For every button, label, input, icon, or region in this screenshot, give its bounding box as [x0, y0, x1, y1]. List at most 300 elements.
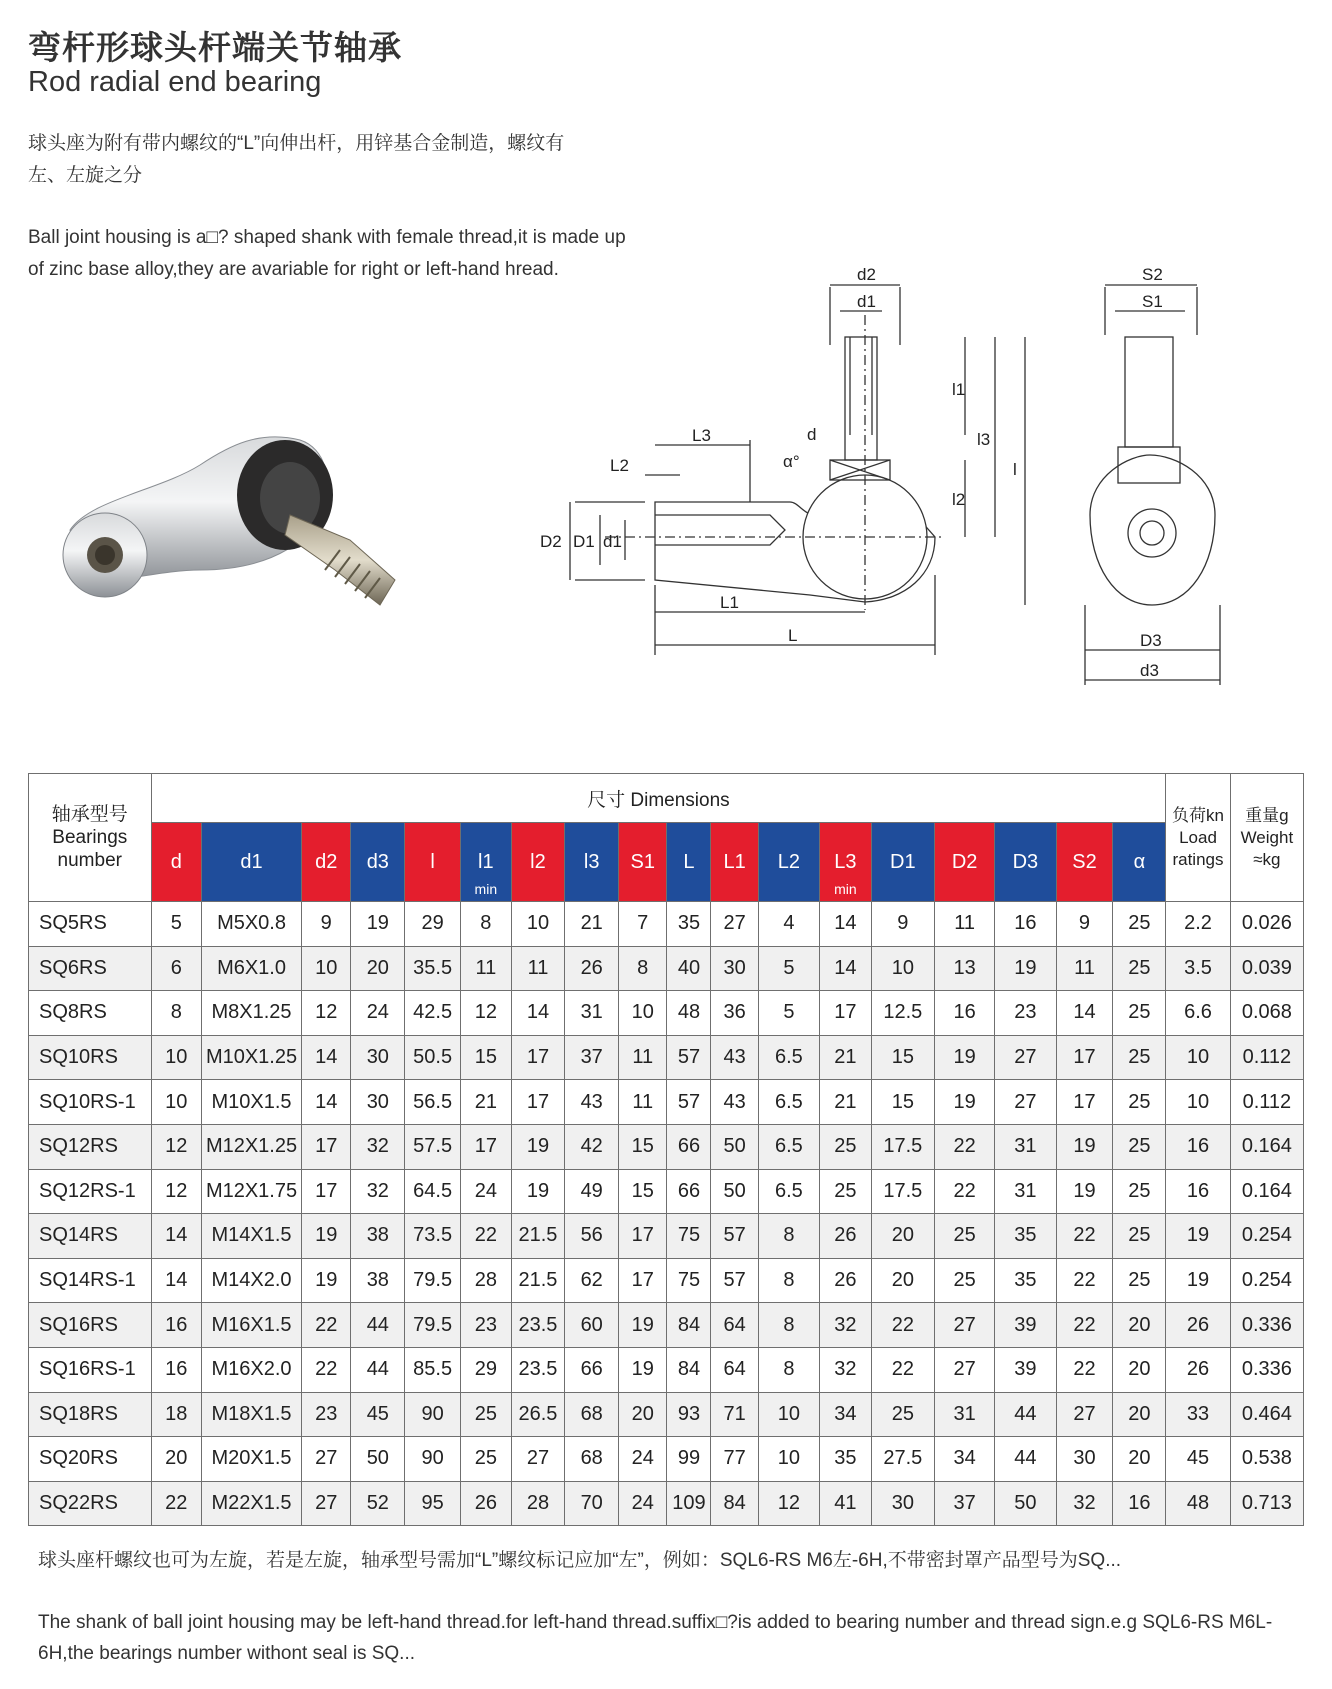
table-cell: 22: [1056, 1303, 1113, 1348]
bearing-number-cell: SQ14RS: [29, 1214, 152, 1259]
bearing-number-cell: SQ6RS: [29, 946, 152, 991]
table-cell: 15: [871, 1080, 934, 1125]
table-cell: M12X1.25: [202, 1124, 302, 1169]
table-cell: 22: [1056, 1214, 1113, 1259]
table-cell: 0.336: [1230, 1347, 1303, 1392]
table-cell: 31: [995, 1124, 1056, 1169]
table-cell: 24: [619, 1481, 667, 1526]
table-cell: M12X1.75: [202, 1169, 302, 1214]
column-header-17: α: [1113, 823, 1166, 902]
table-cell: 3.5: [1166, 946, 1230, 991]
table-cell: 8: [619, 946, 667, 991]
table-cell: 48: [1166, 1481, 1230, 1526]
table-cell: 17: [820, 991, 872, 1036]
table-cell: M20X1.5: [202, 1437, 302, 1482]
table-cell: 12: [758, 1481, 819, 1526]
table-cell: 31: [935, 1392, 995, 1437]
table-cell: 20: [1113, 1303, 1166, 1348]
table-cell: 21: [461, 1080, 512, 1125]
table-cell: 5: [758, 991, 819, 1036]
table-cell: 11: [1056, 946, 1113, 991]
table-cell: 27.5: [871, 1437, 934, 1482]
technical-diagram: [540, 265, 1320, 755]
table-cell: 66: [667, 1169, 711, 1214]
table-cell: 19: [302, 1258, 351, 1303]
table-cell: 24: [619, 1437, 667, 1482]
table-cell: 6: [151, 946, 202, 991]
table-cell: 17: [511, 1080, 565, 1125]
table-cell: 37: [565, 1035, 619, 1080]
table-row: [29, 1035, 1304, 1080]
bearing-number-cell: SQ22RS: [29, 1481, 152, 1526]
column-header-2: d2: [302, 823, 351, 902]
table-cell: 43: [711, 1035, 758, 1080]
table-cell: 19: [935, 1035, 995, 1080]
table-cell: 19: [302, 1214, 351, 1259]
table-cell: 14: [302, 1035, 351, 1080]
table-cell: 25: [1113, 1169, 1166, 1214]
table-cell: 20: [351, 946, 405, 991]
table-cell: 10: [151, 1035, 202, 1080]
table-cell: 25: [1113, 1214, 1166, 1259]
note-en: The shank of ball joint housing may be left-hand thread.for left-hand thread.suffix□?is added to bearing number and thread sign.e.g SQL6-RS M6L-6H,the bearings number withont seal is SQ...: [38, 1612, 1273, 1664]
table-cell: 21.5: [511, 1214, 565, 1259]
table-cell: 25: [935, 1214, 995, 1259]
table-cell: 26: [1166, 1303, 1230, 1348]
table-cell: 44: [995, 1437, 1056, 1482]
table-cell: 15: [619, 1169, 667, 1214]
load-ratings-header: 负荷kn Load ratings: [1166, 774, 1230, 902]
table-row: [29, 1437, 1304, 1482]
description-cn: 球头座为附有带内螺纹的“L”向伸出杆，用锌基合金制造，螺纹有左、左旋之分: [28, 133, 565, 186]
bearing-number-cell: SQ10RS: [29, 1035, 152, 1080]
table-cell: 84: [711, 1481, 758, 1526]
table-cell: 38: [351, 1214, 405, 1259]
table-cell: 37: [935, 1481, 995, 1526]
table-cell: 66: [565, 1347, 619, 1392]
table-cell: 49: [565, 1169, 619, 1214]
table-cell: 93: [667, 1392, 711, 1437]
table-cell: 62: [565, 1258, 619, 1303]
table-cell: 19: [1166, 1214, 1230, 1259]
table-cell: 17: [511, 1035, 565, 1080]
table-cell: 38: [351, 1258, 405, 1303]
column-header-15: D3: [995, 823, 1056, 902]
table-cell: 25: [1113, 1258, 1166, 1303]
table-cell: 36: [711, 991, 758, 1036]
bearing-number-cell: SQ16RS-1: [29, 1347, 152, 1392]
bearing-number-header: 轴承型号 Bearings number: [29, 774, 152, 902]
bearing-number-cell: SQ18RS: [29, 1392, 152, 1437]
table-cell: 17.5: [871, 1124, 934, 1169]
specification-table: [28, 773, 1304, 1526]
table-cell: 6.5: [758, 1124, 819, 1169]
table-cell: 35: [995, 1214, 1056, 1259]
table-cell: 48: [667, 991, 711, 1036]
table-cell: 25: [461, 1392, 512, 1437]
table-row: [29, 1080, 1304, 1125]
table-cell: 26: [461, 1481, 512, 1526]
page-title-cn: 弯杆形球头杆端关节轴承: [28, 28, 402, 67]
table-cell: 50: [351, 1437, 405, 1482]
table-cell: 19: [995, 946, 1056, 991]
table-cell: 39: [995, 1347, 1056, 1392]
label-D1: D1: [573, 532, 595, 551]
label-alpha: α°: [783, 452, 800, 471]
table-cell: 19: [1056, 1169, 1113, 1214]
table-cell: 17: [1056, 1035, 1113, 1080]
table-cell: 12: [151, 1169, 202, 1214]
table-cell: 30: [351, 1035, 405, 1080]
table-cell: 26: [820, 1258, 872, 1303]
label-l: l: [1013, 460, 1017, 479]
table-cell: 99: [667, 1437, 711, 1482]
table-cell: 57: [711, 1258, 758, 1303]
table-cell: 14: [151, 1214, 202, 1259]
table-cell: 8: [758, 1303, 819, 1348]
table-cell: 22: [302, 1303, 351, 1348]
table-cell: 45: [351, 1392, 405, 1437]
weight-header: 重量g Weight ≈kg: [1230, 774, 1303, 902]
table-cell: 0.112: [1230, 1035, 1303, 1080]
table-row: [29, 1392, 1304, 1437]
table-cell: 30: [351, 1080, 405, 1125]
table-cell: 44: [351, 1347, 405, 1392]
table-cell: 17: [619, 1214, 667, 1259]
label-d1: d1: [857, 292, 876, 311]
table-cell: 33: [1166, 1392, 1230, 1437]
label-d2: d2: [857, 265, 876, 284]
table-cell: 39: [995, 1303, 1056, 1348]
table-cell: 21.5: [511, 1258, 565, 1303]
table-cell: 77: [711, 1437, 758, 1482]
table-cell: M16X1.5: [202, 1303, 302, 1348]
page-title-en: Rod radial end bearing: [28, 66, 322, 98]
column-header-13: D1: [871, 823, 934, 902]
table-cell: 68: [565, 1392, 619, 1437]
label-L: L: [788, 626, 798, 645]
dimensions-header: 尺寸 Dimensions: [151, 774, 1166, 823]
table-cell: 35.5: [405, 946, 461, 991]
label-d1-side: d1: [603, 532, 622, 551]
table-cell: 10: [871, 946, 934, 991]
table-cell: 8: [461, 902, 512, 947]
table-cell: 68: [565, 1437, 619, 1482]
label-l2: l2: [952, 490, 966, 509]
table-cell: 22: [935, 1124, 995, 1169]
table-cell: 79.5: [405, 1258, 461, 1303]
table-cell: 27: [995, 1035, 1056, 1080]
table-cell: 2.2: [1166, 902, 1230, 947]
table-cell: 22: [871, 1347, 934, 1392]
table-cell: 18: [151, 1392, 202, 1437]
bearing-number-cell: SQ5RS: [29, 902, 152, 947]
table-cell: 64: [711, 1347, 758, 1392]
table-cell: 0.254: [1230, 1258, 1303, 1303]
table-cell: 34: [820, 1392, 872, 1437]
table-cell: 15: [871, 1035, 934, 1080]
table-cell: 14: [1056, 991, 1113, 1036]
table-cell: 11: [461, 946, 512, 991]
table-cell: 85.5: [405, 1347, 461, 1392]
table-cell: 31: [995, 1169, 1056, 1214]
table-cell: 22: [461, 1214, 512, 1259]
table-cell: 14: [302, 1080, 351, 1125]
column-header-5: l1 min: [461, 823, 512, 902]
table-cell: 44: [995, 1392, 1056, 1437]
table-cell: 17: [461, 1124, 512, 1169]
bearing-number-cell: SQ12RS: [29, 1124, 152, 1169]
bearing-number-cell: SQ14RS-1: [29, 1258, 152, 1303]
table-cell: 27: [935, 1303, 995, 1348]
table-cell: 57: [667, 1080, 711, 1125]
table-cell: 10: [1166, 1080, 1230, 1125]
table-cell: 14: [511, 991, 565, 1036]
table-cell: 11: [511, 946, 565, 991]
table-cell: M6X1.0: [202, 946, 302, 991]
table-cell: 16: [935, 991, 995, 1036]
column-header-10: L1: [711, 823, 758, 902]
label-L2: L2: [610, 456, 629, 475]
table-cell: 8: [758, 1214, 819, 1259]
column-header-0: d: [151, 823, 202, 902]
table-cell: 20: [151, 1437, 202, 1482]
table-cell: 27: [302, 1437, 351, 1482]
table-row: [29, 1169, 1304, 1214]
table-cell: 30: [871, 1481, 934, 1526]
table-cell: 0.164: [1230, 1169, 1303, 1214]
table-row: [29, 1258, 1304, 1303]
bearing-number-cell: SQ16RS: [29, 1303, 152, 1348]
table-cell: 79.5: [405, 1303, 461, 1348]
table-cell: 25: [1113, 1124, 1166, 1169]
table-cell: 27: [995, 1080, 1056, 1125]
table-cell: 20: [1113, 1437, 1166, 1482]
table-cell: 30: [1056, 1437, 1113, 1482]
table-cell: 10: [1166, 1035, 1230, 1080]
table-cell: 23: [461, 1303, 512, 1348]
note-cn: 球头座杆螺纹也可为左旋，若是左旋，轴承型号需加“L”螺纹标记应加“左”，例如：SQL6-RS M6左-6H,不带密封罩产品型号为SQ...: [38, 1550, 1122, 1571]
table-cell: 109: [667, 1481, 711, 1526]
table-cell: 23: [302, 1392, 351, 1437]
table-cell: 41: [820, 1481, 872, 1526]
column-header-3: d3: [351, 823, 405, 902]
table-cell: 26: [565, 946, 619, 991]
table-cell: 66: [667, 1124, 711, 1169]
table-cell: 22: [1056, 1258, 1113, 1303]
table-cell: M14X2.0: [202, 1258, 302, 1303]
table-cell: 27: [302, 1481, 351, 1526]
table-cell: 95: [405, 1481, 461, 1526]
table-cell: 27: [1056, 1392, 1113, 1437]
table-cell: 25: [1113, 1035, 1166, 1080]
table-cell: 70: [565, 1481, 619, 1526]
column-header-7: l3: [565, 823, 619, 902]
column-header-9: L: [667, 823, 711, 902]
table-cell: 15: [461, 1035, 512, 1080]
table-cell: 10: [758, 1437, 819, 1482]
label-L3: L3: [692, 426, 711, 445]
table-cell: 29: [405, 902, 461, 947]
label-D3: D3: [1140, 631, 1162, 650]
table-cell: 10: [619, 991, 667, 1036]
table-cell: 50.5: [405, 1035, 461, 1080]
table-cell: 90: [405, 1392, 461, 1437]
table-cell: 32: [820, 1303, 872, 1348]
table-cell: 5: [151, 902, 202, 947]
table-cell: 11: [619, 1080, 667, 1125]
column-header-16: S2: [1056, 823, 1113, 902]
table-cell: M16X2.0: [202, 1347, 302, 1392]
table-cell: 60: [565, 1303, 619, 1348]
table-cell: 16: [1166, 1169, 1230, 1214]
table-cell: 20: [871, 1214, 934, 1259]
table-cell: 75: [667, 1214, 711, 1259]
table-cell: 32: [351, 1124, 405, 1169]
table-row: [29, 1124, 1304, 1169]
table-cell: 52: [351, 1481, 405, 1526]
table-cell: 25: [1113, 991, 1166, 1036]
table-cell: 43: [565, 1080, 619, 1125]
table-cell: 12: [151, 1124, 202, 1169]
table-cell: 25: [871, 1392, 934, 1437]
table-cell: 21: [820, 1035, 872, 1080]
table-cell: 0.039: [1230, 946, 1303, 991]
table-cell: 16: [151, 1347, 202, 1392]
table-cell: 25: [820, 1169, 872, 1214]
table-cell: 50: [995, 1481, 1056, 1526]
column-header-14: D2: [935, 823, 995, 902]
table-cell: 0.112: [1230, 1080, 1303, 1125]
table-cell: 9: [1056, 902, 1113, 947]
table-cell: 57: [711, 1214, 758, 1259]
table-cell: 0.026: [1230, 902, 1303, 947]
table-cell: 26: [1166, 1347, 1230, 1392]
table-cell: 10: [302, 946, 351, 991]
table-cell: 45: [1166, 1437, 1230, 1482]
label-S1: S1: [1142, 292, 1163, 311]
table-cell: 17: [302, 1124, 351, 1169]
table-cell: 35: [995, 1258, 1056, 1303]
table-cell: 19: [1166, 1258, 1230, 1303]
table-cell: 84: [667, 1347, 711, 1392]
table-cell: 10: [758, 1392, 819, 1437]
table-cell: 17: [302, 1169, 351, 1214]
table-cell: 6.5: [758, 1080, 819, 1125]
table-cell: M18X1.5: [202, 1392, 302, 1437]
table-cell: 12.5: [871, 991, 934, 1036]
table-cell: 71: [711, 1392, 758, 1437]
label-D2: D2: [540, 532, 562, 551]
table-cell: 7: [619, 902, 667, 947]
table-cell: 12: [302, 991, 351, 1036]
table-cell: 34: [935, 1437, 995, 1482]
table-cell: 8: [151, 991, 202, 1036]
table-cell: 20: [871, 1258, 934, 1303]
table-row: [29, 1347, 1304, 1392]
table-cell: 32: [820, 1347, 872, 1392]
table-cell: 21: [820, 1080, 872, 1125]
table-cell: 27: [935, 1347, 995, 1392]
column-header-8: S1: [619, 823, 667, 902]
table-cell: 22: [1056, 1347, 1113, 1392]
table-cell: 16: [995, 902, 1056, 947]
table-cell: 8: [758, 1258, 819, 1303]
table-cell: 90: [405, 1437, 461, 1482]
table-cell: 25: [1113, 902, 1166, 947]
description-en: Ball joint housing is a□? shaped shank with female thread,it is made up of zinc base alloy,they are avariable for right or left-hand hread.: [28, 227, 626, 280]
table-cell: 0.464: [1230, 1392, 1303, 1437]
table-cell: 8: [758, 1347, 819, 1392]
table-cell: 20: [1113, 1392, 1166, 1437]
table-cell: 20: [619, 1392, 667, 1437]
table-cell: 14: [820, 902, 872, 947]
table-cell: 25: [461, 1437, 512, 1482]
label-d: d: [807, 425, 817, 444]
table-cell: 26.5: [511, 1392, 565, 1437]
bearing-number-cell: SQ12RS-1: [29, 1169, 152, 1214]
table-cell: 56.5: [405, 1080, 461, 1125]
table-cell: 16: [151, 1303, 202, 1348]
label-L1: L1: [720, 593, 739, 612]
table-cell: 17: [1056, 1080, 1113, 1125]
table-cell: 0.538: [1230, 1437, 1303, 1482]
table-cell: M8X1.25: [202, 991, 302, 1036]
label-d3: d3: [1140, 661, 1159, 680]
table-row: [29, 1303, 1304, 1348]
table-cell: M22X1.5: [202, 1481, 302, 1526]
table-cell: 24: [351, 991, 405, 1036]
table-cell: M10X1.25: [202, 1035, 302, 1080]
table-cell: 40: [667, 946, 711, 991]
table-cell: 50: [711, 1124, 758, 1169]
table-cell: 27: [511, 1437, 565, 1482]
product-photo: [50, 420, 440, 640]
table-cell: 19: [1056, 1124, 1113, 1169]
table-cell: 12: [461, 991, 512, 1036]
table-cell: 10: [151, 1080, 202, 1125]
table-cell: 42.5: [405, 991, 461, 1036]
table-cell: 9: [871, 902, 934, 947]
table-cell: 25: [935, 1258, 995, 1303]
table-cell: 23.5: [511, 1303, 565, 1348]
table-cell: 42: [565, 1124, 619, 1169]
table-cell: 0.336: [1230, 1303, 1303, 1348]
table-cell: 17.5: [871, 1169, 934, 1214]
table-cell: 43: [711, 1080, 758, 1125]
table-cell: 56: [565, 1214, 619, 1259]
column-header-1: d1: [202, 823, 302, 902]
table-cell: 44: [351, 1303, 405, 1348]
table-cell: 22: [302, 1347, 351, 1392]
table-cell: 19: [351, 902, 405, 947]
table-cell: 30: [711, 946, 758, 991]
table-cell: 31: [565, 991, 619, 1036]
table-row: [29, 991, 1304, 1036]
column-header-4: l: [405, 823, 461, 902]
table-cell: 32: [351, 1169, 405, 1214]
table-cell: 19: [511, 1169, 565, 1214]
table-cell: 19: [619, 1347, 667, 1392]
table-cell: 50: [711, 1169, 758, 1214]
table-cell: 19: [619, 1303, 667, 1348]
column-header-6: l2: [511, 823, 565, 902]
bearing-number-cell: SQ20RS: [29, 1437, 152, 1482]
table-cell: 0.254: [1230, 1214, 1303, 1259]
label-l3: l3: [977, 430, 991, 449]
bearing-number-cell: SQ8RS: [29, 991, 152, 1036]
column-header-11: L2: [758, 823, 819, 902]
